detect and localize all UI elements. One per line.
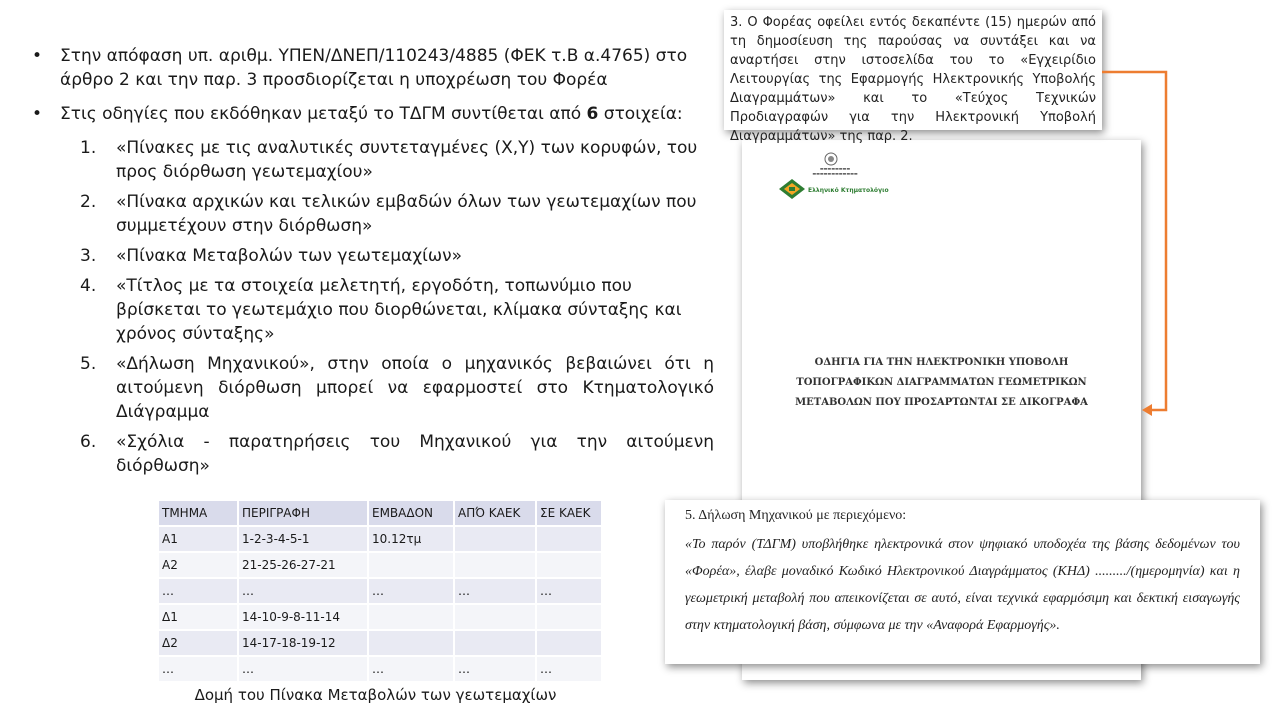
column-header: ΠΕΡΙΓΡΑΦΗ xyxy=(239,501,367,525)
list-item-text: «Τίτλος με τα στοιχεία μελετητή, εργοδότη, τοπωνύμιο που βρίσκεται το γεωτεμάχιο που διορθώνεται, κλίμακα σύνταξης και χρόνος σύνταξης» xyxy=(116,276,682,344)
list-number: 5. xyxy=(80,354,97,374)
bullet-symbol: • xyxy=(32,46,43,66)
table-header-row xyxy=(159,501,601,525)
arrow-head xyxy=(1142,404,1152,416)
document-title-line: ΜΕΤΑΒΟΛΩΝ ΠΟΥ ΠΡΟΣΑΡΤΩΝΤΑΙ ΣΕ ΔΙΚΟΓΡΑΦΑ xyxy=(795,397,1088,408)
list-item-text: «Δήλωση Μηχανικού», στην οποία ο μηχανικός βεβαιώνει ότι η αιτούμενη διόρθωση μπορεί να εφαρμοστεί στο Κτηματολογικό Διάγραμμα xyxy=(116,354,714,422)
table-row xyxy=(159,553,601,577)
ministry-header: ▬▬▬▬▬▬▬▬ ▬▬▬▬▬▬▬▬▬▬▬▬ xyxy=(812,166,858,176)
table-cell: … xyxy=(369,579,453,603)
table-row xyxy=(159,527,601,551)
bullet-instructions-tail: στοιχεία: xyxy=(598,104,683,124)
list-item-text: «Πίνακα αρχικών και τελικών εμβαδών όλων των γεωτεμαχίων που συμμετέχουν στην διόρθωση» xyxy=(116,192,697,236)
table-row xyxy=(159,657,601,681)
table-cell: … xyxy=(159,579,237,603)
table-cell: 1-2-3-4-5-1 xyxy=(239,527,367,551)
logo-text: Ελληνικό Κτηματολόγιο xyxy=(808,187,889,194)
bullet-decision xyxy=(28,44,714,92)
table-cell: Δ2 xyxy=(159,631,237,655)
table-cell: 21-25-26-27-21 xyxy=(239,553,367,577)
list-item xyxy=(80,430,714,478)
table-cell xyxy=(537,527,601,551)
table-cell: … xyxy=(239,579,367,603)
elements-list xyxy=(28,136,714,478)
declaration-body: «Το παρόν (ΤΔΓΜ) υποβλήθηκε ηλεκτρονικά στον ψηφιακό υποδοχέα της βάσης δεδομένων του «Φορέα», έλαβε μοναδικό Κωδικό Ηλεκτρονικού Διαγράμματος (ΚΗΔ) ........./(ημερομηνία) και η γεωμετρική μεταβολή που απεικονίζεται σε αυτό, είναι τεχνικά εφαρμόσιμη και δεκτική εισαγωγής στην κτηματολογική βάση, σύμφωνα με την «Αναφορά Εφαρμογής». xyxy=(685,537,1240,633)
table-cell: Α1 xyxy=(159,527,237,551)
table-cell xyxy=(537,631,601,655)
table-cell xyxy=(455,527,535,551)
list-item-text: «Σχόλια - παρατηρήσεις του Μηχανικού για την αιτούμενη διόρθωση» xyxy=(116,432,714,476)
declaration-excerpt xyxy=(665,500,1260,664)
table-cell: 14-10-9-8-11-14 xyxy=(239,605,367,629)
table-cell xyxy=(455,605,535,629)
list-number: 6. xyxy=(80,432,97,452)
document-title xyxy=(762,353,1121,413)
table-cell xyxy=(369,605,453,629)
table-caption: Δομή του Πίνακα Μεταβολών των γεωτεμαχίων xyxy=(194,686,557,704)
table-cell xyxy=(369,631,453,655)
list-item xyxy=(80,274,714,346)
table-cell xyxy=(369,553,453,577)
list-item xyxy=(80,190,714,238)
clause-excerpt xyxy=(724,10,1102,144)
list-number: 4. xyxy=(80,276,97,296)
column-header: ΑΠΌ ΚΑΕΚ xyxy=(455,501,535,525)
table-cell: … xyxy=(369,657,453,681)
table-cell: … xyxy=(537,579,601,603)
changes-table xyxy=(157,499,603,683)
column-header: ΣΕ ΚΑΕΚ xyxy=(537,501,601,525)
table-cell: … xyxy=(455,657,535,681)
clause-text: 3. Ο Φορέας οφείλει εντός δεκαπέντε (15) ημερών από τη δημοσίευση της παρούσας να συντάξει και να αναρτήσει στην ιστοσελίδα του το «Εγχειρίδιο Λειτουργίας της Εφαρμογής Ηλεκτρονικής Υποβολής Διαγραμμάτων» και το «Τεύχος Τεχνικών Προδιαγραφών για την Ηλεκτρονική Υποβολή Διαγραμμάτων» της παρ. 2. xyxy=(730,15,1096,144)
column-header: ΕΜΒΑΔΟΝ xyxy=(369,501,453,525)
table-cell: … xyxy=(239,657,367,681)
table-cell: 10.12τμ xyxy=(369,527,453,551)
list-number: 2. xyxy=(80,192,97,212)
table-cell: … xyxy=(537,657,601,681)
table-cell: Δ1 xyxy=(159,605,237,629)
document-title-line: ΤΟΠΟΓΡΑΦΙΚΩΝ ΔΙΑΓΡΑΜΜΑΤΩΝ ΓΕΩΜΕΤΡΙΚΩΝ xyxy=(796,377,1087,388)
table-cell xyxy=(455,553,535,577)
bullet-symbol: • xyxy=(32,104,43,124)
hellenic-cadastre-logo-icon xyxy=(778,178,806,200)
table-cell xyxy=(537,605,601,629)
list-item xyxy=(80,136,714,184)
table-cell: Α2 xyxy=(159,553,237,577)
bullet-instructions-text: Στις οδηγίες που εκδόθηκαν μεταξύ το ΤΔΓΜ συντίθεται από xyxy=(60,104,587,124)
table-cell: … xyxy=(159,657,237,681)
element-count: 6 xyxy=(586,104,599,124)
declaration-heading: 5. Δήλωση Μηχανικού με περιεχόμενο: xyxy=(685,508,907,523)
list-item-text: «Πίνακα Μεταβολών των γεωτεμαχίων» xyxy=(116,246,463,266)
table-cell xyxy=(537,553,601,577)
table-cell: … xyxy=(455,579,535,603)
list-number: 1. xyxy=(80,138,97,158)
list-number: 3. xyxy=(80,246,97,266)
content-column xyxy=(28,44,714,484)
document-title-line: ΟΔΗΓΙΑ ΓΙΑ ΤΗΝ ΗΛΕΚΤΡΟΝΙΚΗ ΥΠΟΒΟΛΗ xyxy=(814,357,1069,368)
list-item xyxy=(80,352,714,424)
table-row xyxy=(159,631,601,655)
bullet-decision-text: Στην απόφαση υπ. αριθμ. ΥΠΕΝ/ΔΝΕΠ/110243/4885 (ΦΕΚ τ.Β α.4765) στο άρθρο 2 και την παρ. 3 προσδιορίζεται η υποχρέωση του Φορέα xyxy=(60,46,688,90)
column-header: ΤΜΗΜΑ xyxy=(159,501,237,525)
table-row xyxy=(159,579,601,603)
bullet-instructions xyxy=(28,102,714,126)
list-item xyxy=(80,244,714,268)
table-cell xyxy=(455,631,535,655)
table-cell: 14-17-18-19-12 xyxy=(239,631,367,655)
list-item-text: «Πίνακες με τις αναλυτικές συντεταγμένες (Χ,Υ) των κορυφών, του προς διόρθωση γεωτεμαχίου» xyxy=(116,138,698,182)
table-row xyxy=(159,605,601,629)
greek-emblem-icon xyxy=(824,152,838,166)
